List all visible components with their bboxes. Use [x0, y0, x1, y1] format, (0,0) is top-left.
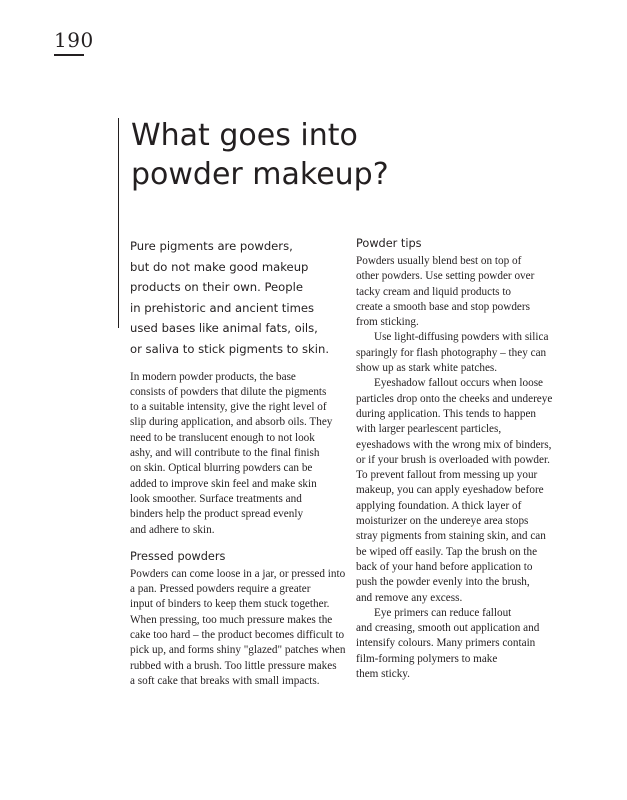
title-line: What goes into	[131, 118, 358, 153]
tip-line: To prevent fallout from messing up your	[356, 469, 538, 482]
tip-line: stray pigments from staining skin, and can	[356, 530, 546, 543]
intro-line: used bases like animal fats, oils,	[130, 321, 318, 336]
tip-line: during application. This tends to happen	[356, 407, 537, 420]
title-line: powder makeup?	[131, 157, 389, 192]
tip-line: particles drop onto the cheeks and undereye	[356, 392, 553, 405]
body-line: to a suitable intensity, give the right level of	[130, 401, 327, 414]
tip-line: be wiped off easily. Tap the brush on the	[356, 545, 538, 558]
body-line: binders help the product spread evenly	[130, 508, 304, 521]
tip-line: with larger pearlescent particles,	[356, 423, 502, 436]
tip-line: create a smooth base and stop powders	[356, 300, 530, 313]
tip-line: sparingly for flash photography – they can	[356, 346, 547, 359]
page-number: 190	[54, 28, 94, 52]
body-paragraph	[130, 370, 345, 538]
page-number-rule	[54, 54, 84, 56]
body-line: a soft cake that breaks with small impacts.	[130, 674, 320, 687]
tip-line: intensify colours. Many primers contain	[356, 637, 536, 650]
tip-line: push the powder evenly into the brush,	[356, 576, 530, 589]
body-line: slip during application, and absorb oils. They	[130, 416, 333, 429]
tip-line: Use light-diffusing powders with silica	[374, 331, 549, 344]
tip-line: and remove any excess.	[356, 591, 463, 604]
pressed-powders-heading: Pressed powders	[130, 549, 226, 563]
body-line: look smoother. Surface treatments and	[130, 492, 302, 505]
body-line: pick up, and forms shiny "glazed" patches when	[130, 644, 346, 657]
pressed-powders-paragraph	[130, 567, 345, 689]
body-line: In modern powder products, the base	[130, 370, 296, 383]
page-title	[131, 116, 531, 194]
body-line: cake too hard – the product becomes difficult to	[130, 629, 345, 642]
intro-paragraph	[130, 236, 345, 360]
body-line: on skin. Optical blurring powders can be	[130, 462, 313, 475]
body-line: added to improve skin feel and make skin	[130, 477, 317, 490]
body-line: ashy, and will contribute to the final finish	[130, 447, 320, 460]
powder-tips-heading: Powder tips	[356, 237, 422, 250]
body-line: input of binders to keep them stuck together.	[130, 598, 330, 611]
tip-line: makeup, you can apply eyeshadow before	[356, 484, 544, 497]
tip-line: and creasing, smooth out application and	[356, 622, 540, 635]
right-column	[356, 236, 574, 682]
tip-line: Eye primers can reduce fallout	[374, 606, 512, 619]
body-line: rubbed with a brush. Too little pressure makes	[130, 659, 337, 672]
tip-line: show up as stark white patches.	[356, 362, 498, 375]
intro-line: in prehistoric and ancient times	[130, 300, 315, 315]
tip-line: them sticky.	[356, 668, 410, 681]
tip-line: eyeshadows with the wrong mix of binders,	[356, 438, 552, 451]
tip-line: Powders usually blend best on top of	[356, 255, 522, 267]
body-line: When pressing, too much pressure makes the	[130, 613, 333, 626]
body-line: need to be translucent enough to not look	[130, 431, 315, 444]
intro-line: products on their own. People	[130, 280, 303, 295]
tip-line: back of your hand before application to	[356, 560, 533, 573]
tip-line: moisturizer on the undereye area stops	[356, 515, 529, 528]
intro-line: Pure pigments are powders,	[130, 239, 293, 253]
tip-line: other powders. Use setting powder over	[356, 270, 535, 283]
body-line: consists of powders that dilute the pigments	[130, 385, 327, 398]
title-vertical-rule	[118, 118, 119, 328]
tip-line: from sticking.	[356, 316, 419, 329]
tip-line: film-forming polymers to make	[356, 652, 498, 665]
left-column	[130, 236, 345, 689]
body-line: Powders can come loose in a jar, or pressed into	[130, 567, 346, 580]
tip-line: applying foundation. A thick layer of	[356, 499, 522, 512]
tip-line: tacky cream and liquid products to	[356, 285, 512, 298]
body-line: and adhere to skin.	[130, 523, 215, 536]
tip-line: Eyeshadow fallout occurs when loose	[374, 377, 544, 390]
body-line: a pan. Pressed powders require a greater	[130, 583, 311, 596]
powder-tips-body	[356, 254, 574, 682]
intro-line: but do not make good makeup	[130, 259, 309, 274]
intro-line: or saliva to stick pigments to skin.	[130, 341, 330, 356]
tip-line: or if your brush is overloaded with powder.	[356, 453, 550, 466]
